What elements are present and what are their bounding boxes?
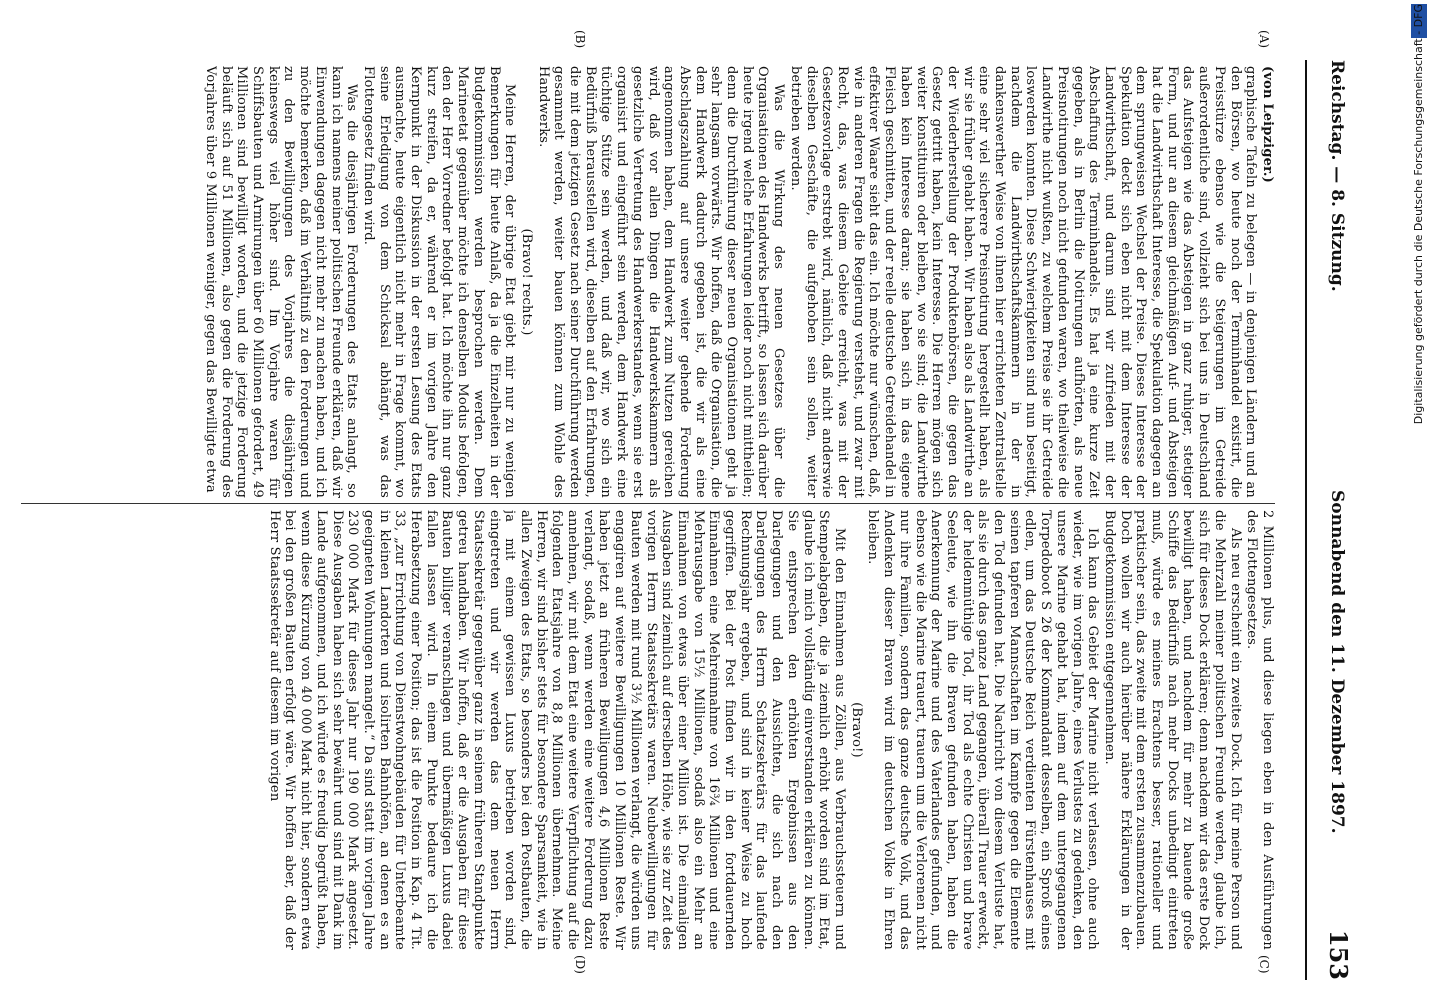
left-column [21, 66, 1275, 498]
header-date: Sonnabend den 11. Dezember 1897. [1327, 490, 1347, 834]
paragraph: Als neu erscheint ein zweites Dock. Ich für meine Person und die Mehrzahl meiner politischen Freunde werden, glaube ich, sich für dieses Dock erklären; denn nachdem wir das erste Dock bewilligt haben, und nachdem für mehr zu bauende große Schiffe das Bedürfniß nach mehr Docks unbedingt eintreten muß, würde es meines Erachtens besser, rationeller und praktischer sein, das zweite mit dem ersten zusammenzubauen. Doch wollen wir auch hierüber nähere Erklärungen in der Budgetkommission entgegennehmen. [1101, 510, 1243, 950]
dfg-credit-text: Digitalisierung gefördert durch die Deutsche Forschungsgemeinschaft - DFG [1412, 4, 1425, 425]
header-left: Reichstag. — 8. Sitzung. [1327, 60, 1347, 292]
paragraph: Was die diesjährigen Forderungen des Etats anlangt, so kann ich namens meiner politischen Freunde erklären, daß wir Einwendungen dagegen nicht mehr zu machen haben, und ich möchte bemerken, daß im Verhältniß zu den Forderungen und zu den Bewilligungen des Vorjahres die diesjährigen keineswegs viel höher sind. Im Vorjahre waren für Schiffsbauten und Armirungen über 60 Millionen gefordert, 49 Millionen sind bewilligt worden, und die jetzige Forderung beläuft sich auf 51 Millionen, also gegen die Forderung des Vorjahres über 9 Millionen weniger, gegen das Bewilligte etwa [202, 66, 360, 498]
applause-note: (Bravo! rechts.) [518, 228, 534, 336]
page-header [1319, 60, 1353, 980]
margin-letter-b: (B) [573, 30, 587, 49]
right-column [21, 510, 1275, 950]
paragraph: graphische Tafeln zu belegen — in denjenigen Ländern und an den Börsen, wo heute noch der Terminhandel existirt, die Preisstürze ebenso wie die Steigerungen im Getreide außerordentliche sind, vollzieht sich bei uns in Deutschland das Aufsteigen wie das Absteigen in ganz ruhiger, stetiger Form, und nur an diesem gleichmäßigen Auf- und Absteigen hat die Landwirthschaft Interesse, die Spekulation dagegen an dem sprungweisen Wechsel der Preise. Dieses Interesse der Spekulation deckt sich eben nicht mit dem Interesse der Landwirthschaft, und darum sind wir zufrieden mit der Abschaffung des Terminhandels. Es hat ja eine kurze Zeit gegeben, als in Berlin die Notirungen aufhörten, als neue Preisnotirungen noch nicht gefunden waren, wo theilweise die Landwirthe nicht wußten, zu welchem Preise sie ihr Getreide loswerden konnten. Diese Schwierigkeiten sind nun beseitigt, nachdem die Landwirthschaftskammern in der in dankenswerther Weise von ihnen hier errichteten Zentralstelle eine sehr viel sicherere Preisnotirung hergestellt haben, als wir sie früher gehabt haben. Wir haben also als Landwirthe an der Wiederherstellung der Produktenbörsen, die gegen das Gesetz getritt haben, kein Interesse. Die Herren mögen sich weiter konstituiren oder bleiben, wo sie sind; die Landwirthe haben kein Interesse daran; sie haben sich in das eigene Fleisch geschnitten, und der reelle deutsche Getreidehandel in effektiver Waare sieht das ein. Ich möchte nur wünschen, daß, wie in anderen Fragen die Regierung verstehst, und zwar mit Recht, das, was diesem Gebiete erreicht, was mit der Gesetzesvorlage erstrebt wird, nämlich, daß nicht anderswie dieselben Geschäfte, die aufgehoben sein sollen, weiter betrieben werden. [787, 66, 1259, 498]
column-separator [21, 503, 1275, 504]
page-number: 153 [1324, 929, 1353, 980]
dfg-credit [1406, 4, 1432, 1000]
paragraph: Ich kann das Gebiet der Marine nicht verlassen, ohne auch wieder, wie im vorigen Jahre, eines Verlustes zu gedenken, den unsere Marine gehabt hat, indem auf dem untergegangenen Torpedoboot S 26 der Kommandant desselben, ein Sproß eines edlen, um das Deutsche Reich verdienten Fürstenhauses mit seinen tapferen Mannschaften im Kampfe gegen die Elemente den Tod gefunden hat. Die Nachricht von diesem Verluste hat, als sie durch das ganze Land gegangen, überall Trauer erweckt, der heldenmüthige Tod, ihr Tod als echte Christen und brave Seeleute, wie ihn die Braven gefunden haben, haben die Anerkennung der Marine und des Vaterlandes gefunden, und ebenso wie die Marine trauert, trauern um die Verlorenen nicht nur ihre Familien, sondern das ganze deutsche Volk, und das Andenken dieser Braven wird im deutschen Volke in Ehren bleiben. [865, 510, 1101, 950]
margin-letter-a: (A) [1257, 30, 1271, 49]
paragraph: 2 Millionen plus, und diese liegen eben in den Ausführungen des Flottengesetzes. [1244, 510, 1275, 950]
paragraph: Mit den Einnahmen aus Zöllen, aus Verbrauchssteuern und Stempelabgaben, die ja ziemlich erhöht worden sind im Etat, glaube ich mich vollständig einverstanden erklären zu können. Sie entsprechen den erhöhten Ergebnissen aus den Darlegungen und den Aussichten, die sich nach den Darlegungen des Herrn Schatzsekretärs für das laufende Rechnungsjahr ergeben, und sind in keiner Weise zu hoch gegriffen. Bei der Post finden wir in den fortdauernden Einnahmen eine Mehreinnahme von 16¾ Millionen und eine Mehrausgabe von 15½ Millionen, sodaß also ein Mehr an Einnahmen von etwas über einer Million ist. Die einmaligen Ausgaben sind ziemlich auf derselben Höhe, wie sie zur Zeit des vorigen Herrn Staatssekretärs waren. Neubewilligungen für Bauten werden mit rund 3½ Millionen verlangt, die würden uns engagiren auf weitere Bewilligungen 10 Millionen Reste. Wir haben jetzt an früheren Bewilligungen 4,6 Millionen Reste verlangt, sodaß, wenn werden eine weitere Forderung dazu annehmen, wir mit dem Etat eine weitere Verpflichtung auf die folgenden Etatsjahre von 8,8 Millionen übernehmen. Meine Herren, wir sind bisher stets für besondere Sparsamkeit, wie in allen Zweigen des Etats, so besonders bei den Postbauten, die ja mit einem gewissen Luxus betrieben worden sind, eingetreten und wir werden das dem neuen Herrn Staatssekretär gegenüber ganz in seinem früheren Standpunkte getreu handhaben. Wir hoffen, daß er die Ausgaben für diese Bauten billiger veranschlagen und übermäßigen Luxus dabei fallen lassen wird. In einem Punkte bedaure ich die Herabsetzung einer Position; das ist die Position in Kap. 4 Tit. 33, „zur Errichtung von Dienstwohngebäuden für Unterbeamte in kleinen Landorten und isolirten Bahnhöfen, an denen es an geeigneten Wohnungen mangelt.“ Da sind statt im vorigen Jahre 230 000 Mark für dieses Jahr nur 190 000 Mark angesetzt. Diese Ausgaben haben sich sehr bewährt und sind mit Dank im Lande aufgenommen, und ich würde es freudig begrüßt haben, wenn diese Kürzung von 40 000 Mark nicht hier, sondern etwa bei den großen Bauten erfolgt wäre. Wir hoffen aber, daß der Herr Staatssekretär auf diesem im vorigen [266, 510, 848, 950]
paragraph: Was die Wirkung des neuen Gesetzes über die Organisationen des Handwerks betrifft, so lassen sich darüber heute irgend welche Erfahrungen leider noch nicht mittheilen; denn die Durchführung dieser neuen Organisationen geht ja sehr langsam vorwärts. Wir hoffen, daß die Organisation, die dem Handwerk dadurch gegeben ist, die wir als eine Abschlagszahlung auf unsere weiter gehende Forderung angenommen haben, dem Handwerk zum Nutzen gereichen wird, daß vor allen Dingen die Handwerkskammern als gesetzliche Vertretung des Handwerkerstandes, wenn sie erst organisirt und eingeführt sein werden, dem Handwerk eine tüchtige Stütze sein werden, und daß wir, wo sich ein Bedürfniß herausstellen wird, dieselben auf den Erfahrungen, die mit dem jetzigen Gesetz nach seiner Durchführung werden gesammelt werden, weiter bauen können zum Wohle des Handwerks. [535, 66, 787, 498]
rotated-page [7, 0, 1367, 1000]
header-rule [1305, 60, 1307, 980]
paragraph: Meine Herren, der übrige Etat giebt mir nur zu wenigen Bemerkungen für heute Anlaß, da ja die Einzelheiten in der Budgetkommission werden besprochen werden. Dem Marineetat gegenüber möchte ich denselben Modus befolgen, den der Herr Vorredner befolgt hat. Ich möchte ihn nur ganz kurz streifen, da er, während er im vorigen Jahre den Kernpunkt in der Diskussion in der ersten Lesung des Etats ausmachte, heute eigentlich nicht mehr in Frage kommt, wo seine Erledigung von dem Schicksal abhängt, was das Flottengesetz finden wird. [360, 66, 518, 498]
applause-note: (Bravo!) [848, 702, 864, 758]
margin-letter-d: (D) [573, 955, 587, 974]
margin-letter-c: (C) [1257, 955, 1271, 974]
speaker-label: (von Leipziger.) [1260, 66, 1275, 184]
